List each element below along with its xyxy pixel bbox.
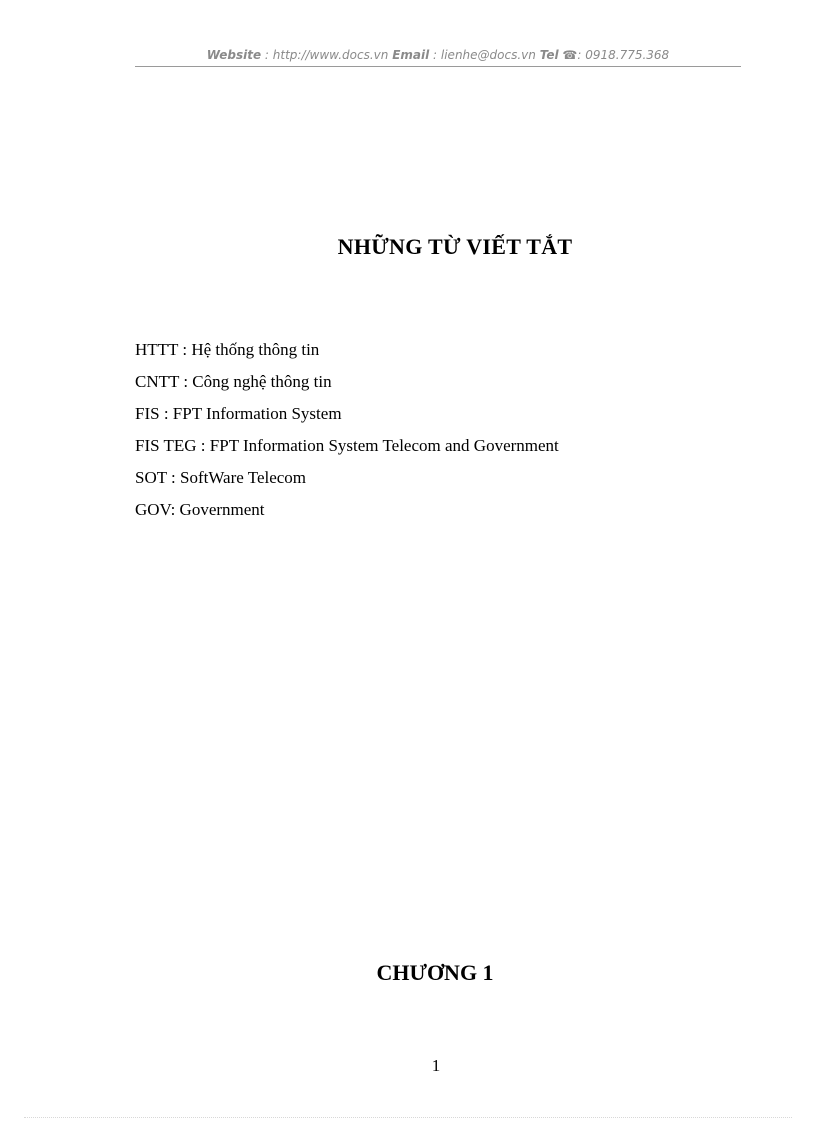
abbreviation-item: GOV: Government <box>135 500 265 519</box>
abbreviation-item: FIS TEG : FPT Information System Telecom and Government <box>135 436 559 455</box>
tel-value: : 0918.775.368 <box>577 48 670 62</box>
website-label: Website <box>206 48 262 62</box>
abbreviation-item: SOT : SoftWare Telecom <box>135 468 307 487</box>
chapter-heading: CHƯƠNG 1 <box>376 960 494 985</box>
page-title: NHỮNG TỪ VIẾT TẮT <box>337 234 573 259</box>
page-header <box>135 48 741 66</box>
footer-divider <box>24 1117 792 1118</box>
page-number: 1 <box>431 1056 441 1075</box>
abbreviation-item: CNTT : Công nghệ thông tin <box>135 372 332 391</box>
abbreviation-list <box>135 338 559 530</box>
abbreviation-item: HTTT : Hệ thống thông tin <box>135 340 320 359</box>
website-value: : http://www.docs.vn <box>261 48 393 62</box>
header-divider <box>135 66 741 67</box>
email-value: : lienhe@docs.vn <box>429 48 540 62</box>
tel-label: Tel <box>539 48 559 62</box>
telephone-icon: ☎ <box>562 48 578 62</box>
abbreviation-item: FIS : FPT Information System <box>135 404 342 423</box>
email-label: Email <box>392 48 430 62</box>
